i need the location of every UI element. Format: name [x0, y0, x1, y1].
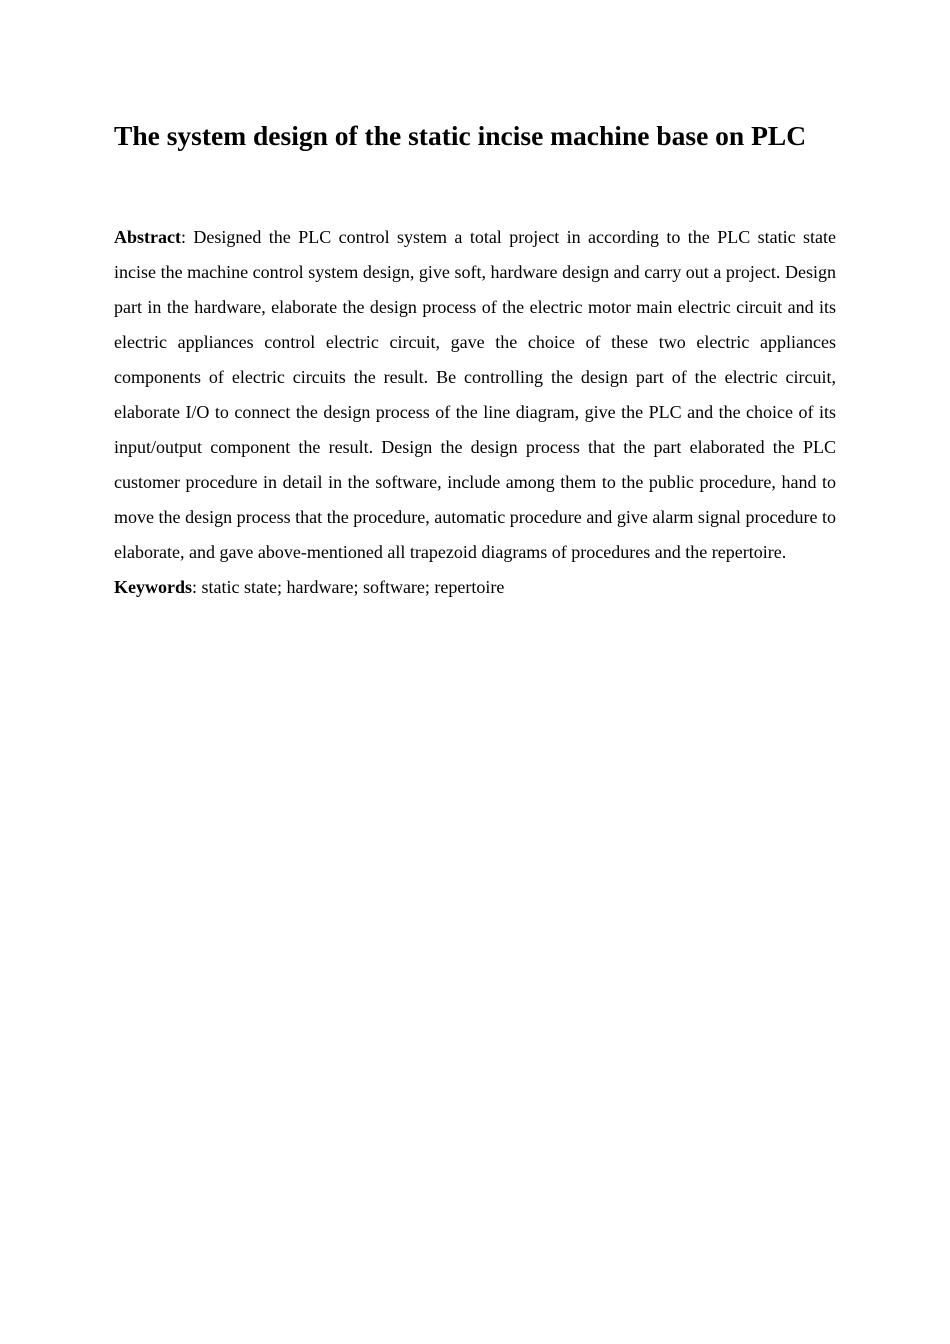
- keywords-text: static state; hardware; software; repertoire: [201, 577, 505, 597]
- keywords-paragraph: [114, 570, 836, 605]
- abstract-separator: :: [180, 227, 194, 247]
- abstract-text: Designed the PLC control system a total project in according to the PLC static state incise the machine control system design, give soft, hardware design and carry out a project. Design part in the hardware, elaborate the design process of the electric motor main electric circuit and its electric appliances control electric circuit, gave the choice of these two electric appliances components of electric circuits the result. Be controlling the design part of the electric circuit, elaborate I/O to connect the design process of the line diagram, give the PLC and the choice of its input/output component the result. Design the design process that the part elaborated the PLC customer procedure in detail in the software, include among them to the public procedure, hand to move the design process that the procedure, automatic procedure and give alarm signal procedure to elaborate, and gave above-mentioned all trapezoid diagrams of procedures and the repertoire.: [114, 227, 836, 562]
- abstract-paragraph: [114, 220, 836, 570]
- paper-content: [114, 116, 836, 605]
- keywords-separator: :: [192, 577, 202, 597]
- abstract-label: Abstract: [114, 227, 181, 247]
- keywords-label: Keywords: [114, 577, 192, 597]
- paper-title: The system design of the static incise machine base on PLC: [114, 120, 807, 151]
